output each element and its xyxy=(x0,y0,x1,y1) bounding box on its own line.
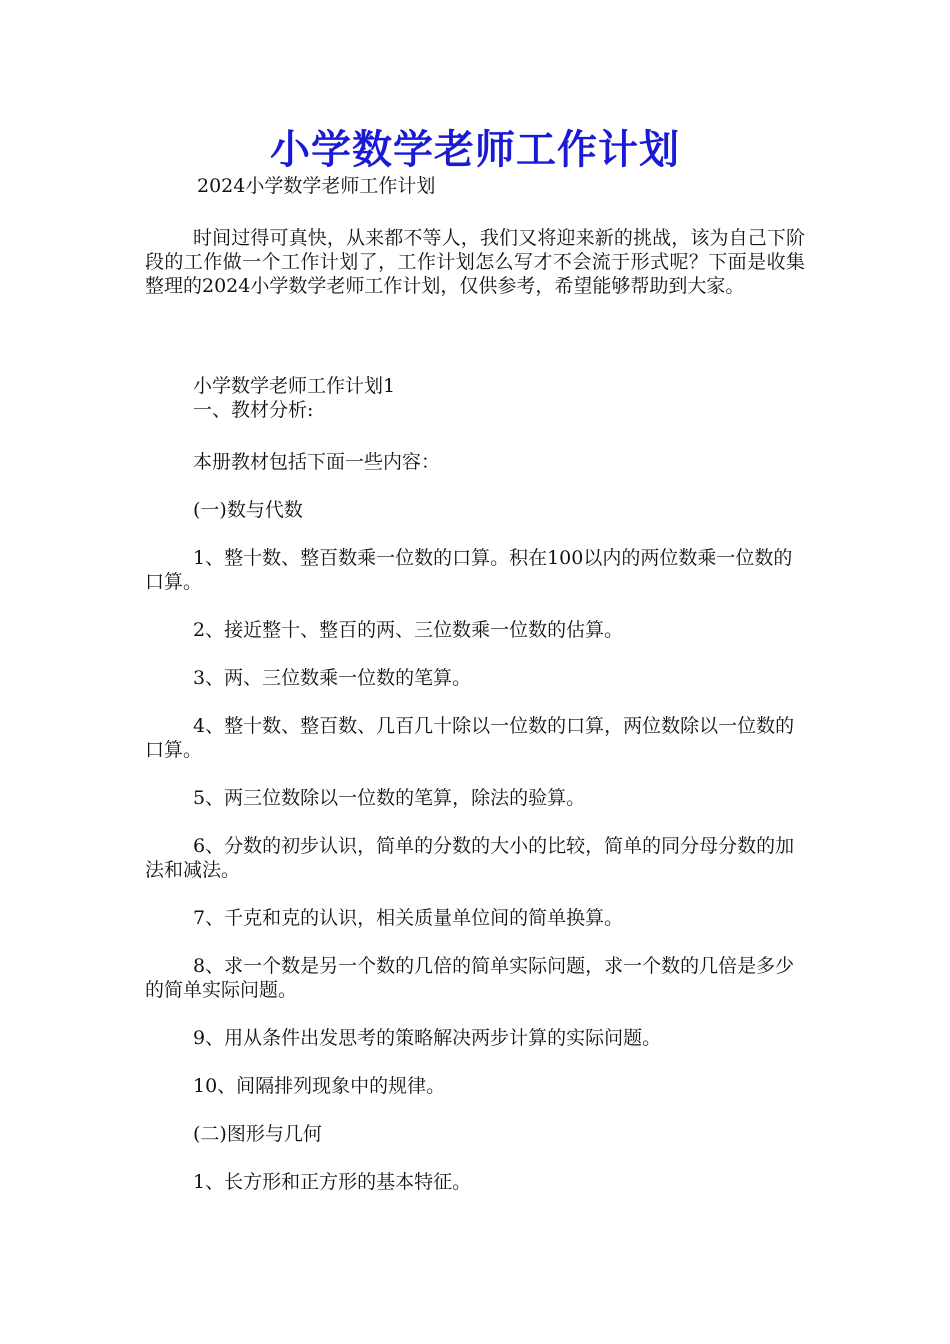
paragraph-item-1: 1、整十数、整百数乘一位数的口算。积在100以内的两位数乘一位数的口算。 xyxy=(145,547,793,593)
document-subtitle: 2024小学数学老师工作计划 xyxy=(197,175,436,197)
paragraph-item-8: 8、求一个数是另一个数的几倍的简单实际问题，求一个数的几倍是多少的简单实际问题。 xyxy=(145,955,795,1001)
paragraph-section-geometry: (二)图形与几何 xyxy=(193,1123,322,1145)
paragraph-section-numbers-algebra: (一)数与代数 xyxy=(193,499,303,521)
section-heading: 一、教材分析: xyxy=(193,399,314,421)
plan-heading-block xyxy=(145,374,805,422)
paragraph-item-9: 9、用从条件出发思考的策略解决两步计算的实际问题。 xyxy=(193,1027,662,1049)
paragraph-item-3: 3、两、三位数乘一位数的笔算。 xyxy=(193,667,472,689)
paragraph-material-intro: 本册教材包括下面一些内容： xyxy=(193,451,441,473)
paragraph-item-10: 10、间隔排列现象中的规律。 xyxy=(193,1075,446,1097)
plan-heading: 小学数学老师工作计划1 xyxy=(193,375,396,397)
intro-block xyxy=(145,226,805,298)
document-title: 小学数学老师工作计划 xyxy=(270,126,680,173)
paragraph-item-2: 2、接近整十、整百的两、三位数乘一位数的估算。 xyxy=(193,619,624,641)
paragraph-item-4: 4、整十数、整百数、几百几十除以一位数的口算，两位数除以一位数的口算。 xyxy=(145,715,795,761)
paragraph-item-5: 5、两三位数除以一位数的笔算，除法的验算。 xyxy=(193,787,586,809)
paragraph-geometry-item-1: 1、长方形和正方形的基本特征。 xyxy=(193,1171,472,1193)
intro-paragraph: 时间过得可真快，从来都不等人，我们又将迎来新的挑战，该为自己下阶段的工作做一个工作计划了，工作计划怎么写才不会流于形式呢？下面是收集整理的2024小学数学老师工作计划，仅供参考，希望能够帮助到大家。 xyxy=(145,227,805,297)
paragraph-item-7: 7、千克和克的认识，相关质量单位间的简单换算。 xyxy=(193,907,624,929)
paragraph-item-6: 6、分数的初步认识，简单的分数的大小的比较，简单的同分母分数的加法和减法。 xyxy=(145,835,795,881)
content-block xyxy=(145,450,805,1218)
